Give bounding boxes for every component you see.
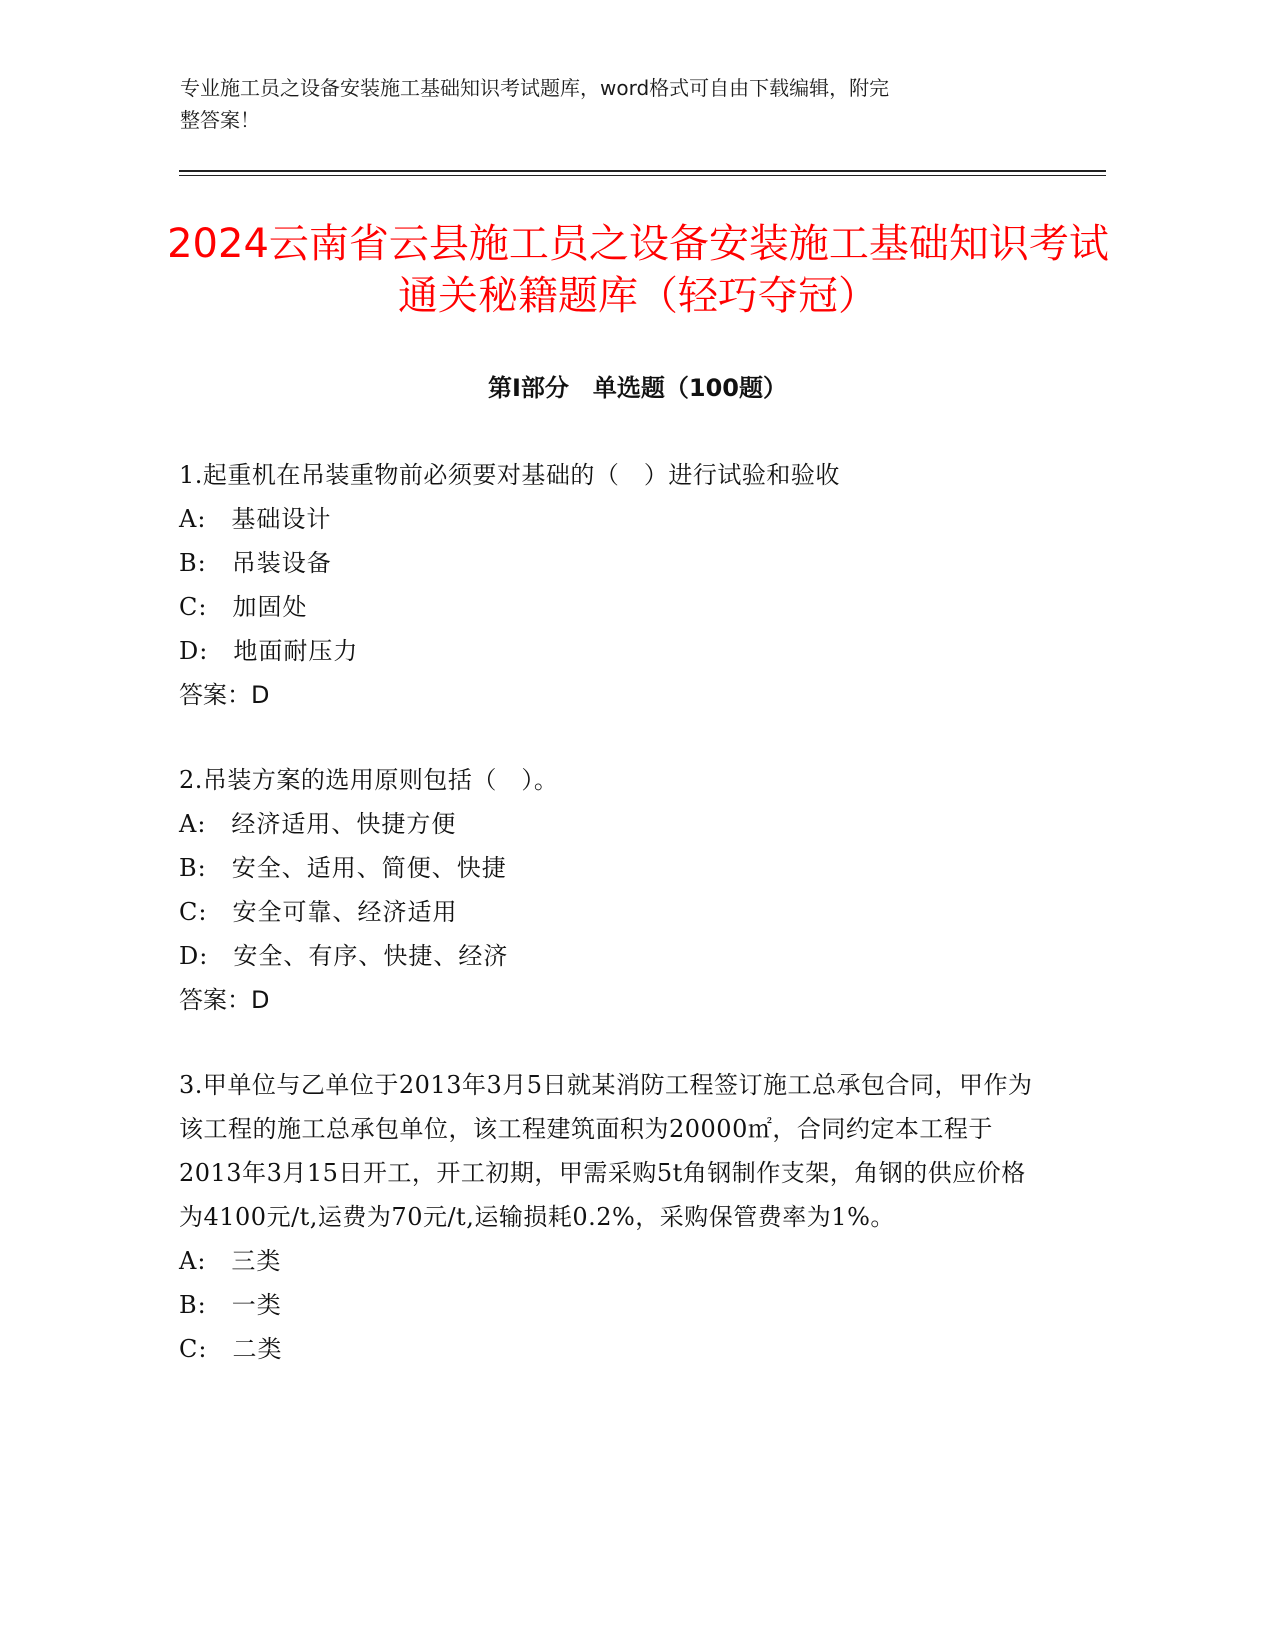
option-c: C: 安全可靠、经济适用 xyxy=(179,898,458,926)
question-list xyxy=(179,453,1049,1412)
document-title: 2024云南省云县施工员之设备安装施工基础知识考试通关秘籍题库（轻巧夺冠） xyxy=(167,221,1109,319)
option-a: A: 基础设计 xyxy=(179,505,332,533)
answer-line: 答案：D xyxy=(179,681,270,709)
option-b: B: 吊装设备 xyxy=(179,549,332,577)
header-divider-thin xyxy=(179,175,1106,176)
question-stem: 3.甲单位与乙单位于2013年3月5日就某消防工程签订施工总承包合同，甲作为该工程的施工总承包单位，该工程建筑面积为20000㎡，合同约定本工程于2013年3月15日开工，开工初期，甲需采购5t角钢制作支架，角钢的供应价格为4100元/t,运费为70元/t,运输损耗0.2%，采购保管费率为1%。 xyxy=(179,1071,1033,1231)
question-stem: 1.起重机在吊装重物前必须要对基础的（ ）进行试验和验收 xyxy=(179,461,840,489)
option-b: B: 安全、适用、简便、快捷 xyxy=(179,854,507,882)
option-d: D: 地面耐压力 xyxy=(179,637,359,665)
question-item xyxy=(179,758,1049,1022)
section-heading: 第Ⅰ部分 单选题（100题） xyxy=(487,374,788,402)
option-d: D: 安全、有序、快捷、经济 xyxy=(179,942,509,970)
option-a: A: 经济适用、快捷方便 xyxy=(179,810,457,838)
option-b: B: 一类 xyxy=(179,1291,282,1319)
answer-line: 答案：D xyxy=(179,986,270,1014)
header-note: 专业施工员之设备安装施工基础知识考试题库，word格式可自由下载编辑，附完 整答案！ xyxy=(180,76,890,132)
option-a: A: 三类 xyxy=(179,1247,282,1275)
question-item xyxy=(179,1063,1049,1371)
header-divider-thick xyxy=(179,170,1106,172)
question-item xyxy=(179,453,1049,717)
question-stem: 2.吊装方案的选用原则包括（ ）。 xyxy=(179,766,559,794)
option-c: C: 加固处 xyxy=(179,593,308,621)
option-c: C: 二类 xyxy=(179,1335,283,1363)
